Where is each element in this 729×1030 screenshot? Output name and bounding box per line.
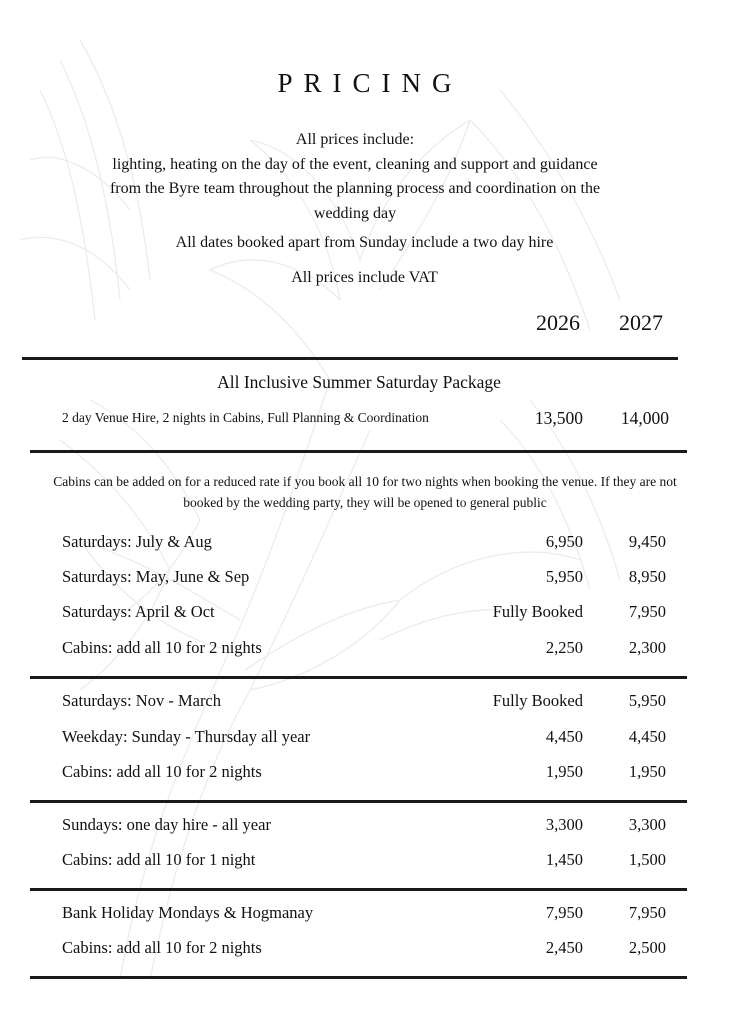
row-label: Weekday: Sunday - Thursday all year xyxy=(62,727,311,746)
price-row xyxy=(0,903,729,929)
price-row xyxy=(0,532,729,558)
price-2026: 1,450 xyxy=(545,850,583,869)
price-2026: 2,450 xyxy=(545,938,583,957)
price-2027: 8,950 xyxy=(628,567,666,586)
price-2027: 3,300 xyxy=(628,815,666,834)
package-title: All Inclusive Summer Saturday Package xyxy=(217,372,501,392)
row-label: Cabins: add all 10 for 2 nights xyxy=(62,638,262,657)
divider xyxy=(30,800,687,803)
price-row xyxy=(0,762,729,788)
two-day-hire-note: All dates booked apart from Sunday include a two day hire xyxy=(175,234,554,251)
price-2027: 1,500 xyxy=(628,850,666,869)
price-2027: 1,950 xyxy=(628,762,666,781)
year-2026-header: 2026 xyxy=(536,310,580,335)
cabins-note: Cabins can be added on for a reduced rate if you book all 10 for two nights when booking the venue. If they are not booked by the wedding party, they will be opened to general public xyxy=(53,474,677,510)
row-label: Saturdays: May, June & Sep xyxy=(62,567,250,586)
price-row xyxy=(0,850,729,876)
price-2027: 5,950 xyxy=(628,691,666,710)
row-label: Bank Holiday Mondays & Hogmanay xyxy=(62,903,314,922)
price-row xyxy=(0,938,729,964)
price-2026: 2,250 xyxy=(545,638,583,657)
row-label: Sundays: one day hire - all year xyxy=(62,815,271,834)
price-row xyxy=(0,638,729,664)
divider xyxy=(30,976,687,979)
row-label: Saturdays: Nov - March xyxy=(62,691,222,710)
price-2026: 1,950 xyxy=(545,762,583,781)
price-row xyxy=(0,567,729,593)
package-price-2027: 14,000 xyxy=(620,408,669,428)
divider xyxy=(30,450,687,453)
package-prices xyxy=(0,408,729,434)
price-2026: 6,950 xyxy=(545,532,583,551)
price-2027: 2,300 xyxy=(628,638,666,657)
price-2026: 7,950 xyxy=(545,903,583,922)
divider xyxy=(30,888,687,891)
year-2027-header: 2027 xyxy=(619,310,663,335)
row-label: Saturdays: July & Aug xyxy=(62,532,212,551)
package-price-2026: 13,500 xyxy=(534,408,583,428)
row-label: Saturdays: April & Oct xyxy=(62,602,215,621)
price-2027: 7,950 xyxy=(628,903,666,922)
page-title: PRICING xyxy=(277,68,463,98)
price-row xyxy=(0,727,729,753)
package-description: 2 day Venue Hire, 2 nights in Cabins, Full Planning & Coordination xyxy=(62,410,429,425)
price-row xyxy=(0,691,729,717)
includes-description: lighting, heating on the day of the event, cleaning and support and guidance from the Byre team throughout the planning process and coordination on the wedding day xyxy=(109,155,601,222)
price-2026: 3,300 xyxy=(545,815,583,834)
price-2027: 7,950 xyxy=(628,602,666,621)
vat-note: All prices include VAT xyxy=(291,269,438,286)
row-label: Cabins: add all 10 for 2 nights xyxy=(62,762,262,781)
price-2026: 5,950 xyxy=(545,567,583,586)
row-label: Cabins: add all 10 for 2 nights xyxy=(62,938,262,957)
price-2026: Fully Booked xyxy=(492,602,583,621)
price-2026: 4,450 xyxy=(545,727,583,746)
price-2027: 9,450 xyxy=(628,532,666,551)
price-row xyxy=(0,815,729,841)
price-2026: Fully Booked xyxy=(492,691,583,710)
price-row xyxy=(0,602,729,628)
price-2027: 2,500 xyxy=(628,938,666,957)
row-label: Cabins: add all 10 for 1 night xyxy=(62,850,256,869)
divider xyxy=(22,357,678,360)
includes-heading: All prices include: xyxy=(295,131,415,148)
price-2027: 4,450 xyxy=(628,727,666,746)
divider xyxy=(30,676,687,679)
